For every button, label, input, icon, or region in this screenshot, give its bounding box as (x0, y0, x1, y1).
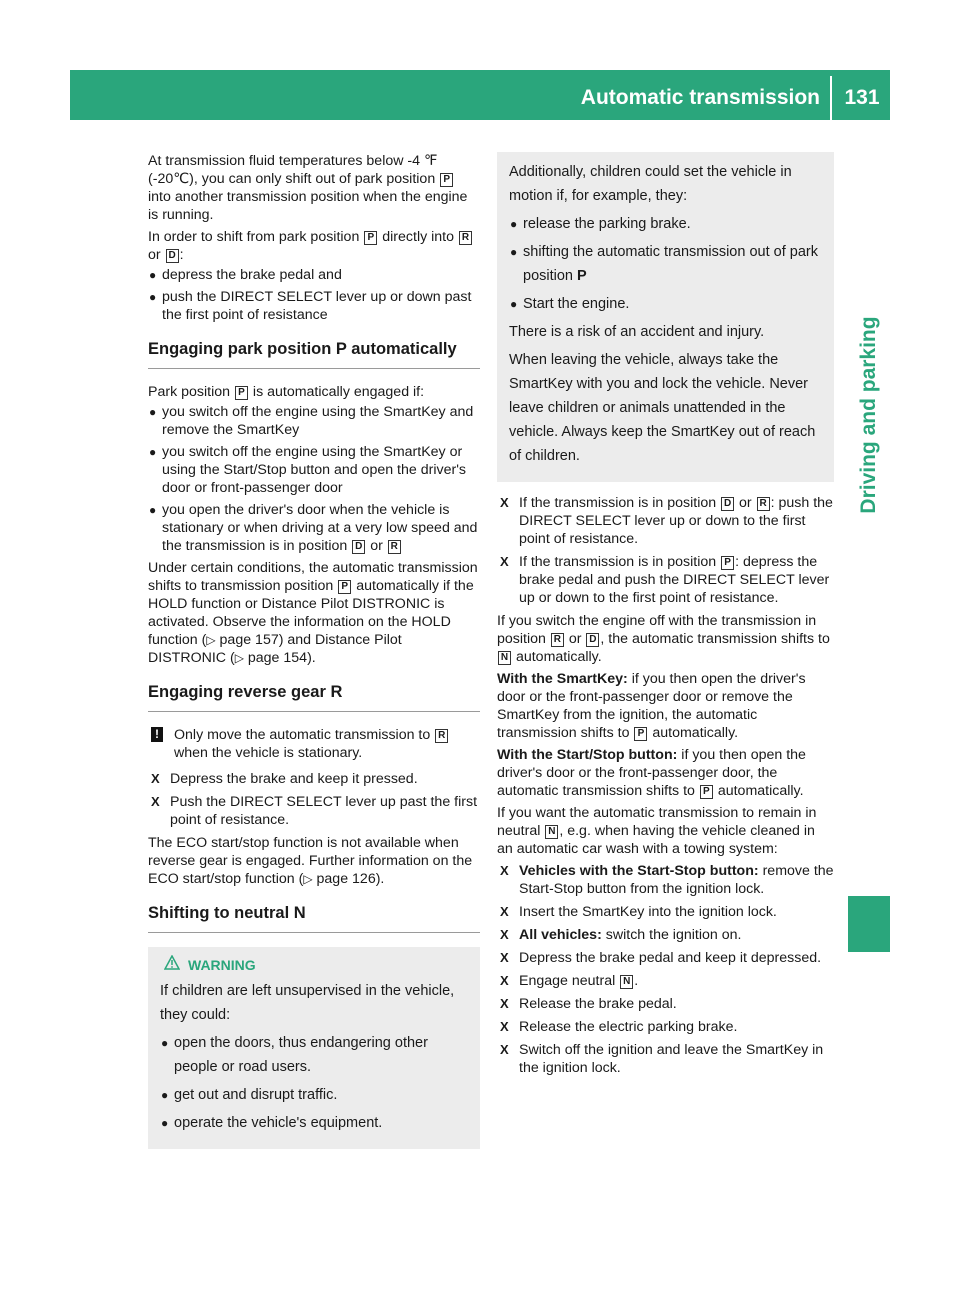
bullet-icon: ● (510, 245, 518, 259)
step-marker-icon: X (500, 904, 509, 919)
warning-box (148, 947, 480, 1149)
gear-r-icon: R (435, 729, 448, 743)
step-marker-icon: X (151, 794, 160, 809)
gear-p-icon: P (700, 785, 713, 799)
paragraph-temperature: At transmission fluid temperatures below -4 ℉ (-20℃), you can only shift out of park position P into another transmission position when the engine is running. (148, 153, 468, 223)
bullet-icon: ● (161, 1116, 169, 1130)
gear-p-icon: P (721, 556, 734, 570)
list-item: ● shifting the automatic transmission out of park position P (509, 240, 824, 288)
list-item: ● open the doors, thus endangering other people or road users. (160, 1031, 470, 1079)
exclamation-icon: ! (151, 727, 163, 742)
step-item: X Vehicles with the Start-Stop button: remove the Start-Stop button from the ignition lock. (500, 863, 834, 897)
page-header (70, 70, 890, 120)
gear-p-icon: P (235, 386, 248, 400)
gear-p-icon: P (440, 173, 453, 187)
side-block-marker (848, 896, 890, 952)
gear-r-icon: R (388, 540, 401, 554)
bullet-icon: ● (149, 503, 157, 517)
page-reference-icon: ▷ (206, 633, 216, 647)
bullet-icon: ● (510, 217, 518, 231)
gear-d-icon: D (352, 540, 365, 554)
page-reference-icon: ▷ (303, 872, 313, 886)
warning-title: WARNING (160, 955, 470, 973)
step-marker-icon: X (500, 863, 509, 878)
list-item: ● you switch off the engine using the SmartKey and remove the SmartKey (149, 404, 474, 438)
warning-box-continued: Additionally, children could set the vehicle in motion if, for example, they: ● release the parking brake. ● shifting the automatic transmission out of park position P ● Start the engine. There is a risk of an accident and injury. When leaving the vehicle, always take the SmartKey with you and lock the vehicle. Never leave children or animals unattended in the vehicle. Always keep the SmartKey out of reach of children. (497, 152, 834, 482)
paragraph-smartkey: With the SmartKey: if you then open the driver's door or the front-passenger door or remove the SmartKey from the ignition, the automatic transmission shifts to P automatically. (497, 671, 806, 741)
side-tab (848, 290, 890, 540)
page-reference-icon: ▷ (234, 651, 244, 665)
left-column (148, 152, 480, 1161)
bullet-icon: ● (510, 297, 518, 311)
page-number: 131 (844, 86, 880, 109)
gear-r-icon: R (757, 497, 770, 511)
list-item: ● operate the vehicle's equipment. (160, 1111, 470, 1135)
gear-n-icon: N (620, 975, 633, 989)
bullet-icon: ● (149, 405, 157, 419)
note-box: ! Only move the automatic transmission to R when the vehicle is stationary. (148, 726, 480, 762)
paragraph-eco: The ECO start/stop function is not available when reverse gear is engaged. Further information on the ECO start/stop function (▷ page 126). (148, 835, 473, 887)
list-item: ● you switch off the engine using the SmartKey or using the Start/Stop button and open the driver's door or front-passenger door (149, 444, 466, 496)
paragraph-shift-from-park: In order to shift from park position P directly into R or D : (148, 228, 480, 264)
gear-p-icon: P (338, 580, 351, 594)
step-marker-icon: X (500, 996, 509, 1011)
step-item: X All vehicles: switch the ignition on. (500, 927, 742, 943)
paragraph-conditions: Under certain conditions, the automatic transmission shifts to transmission position P automatically if the HOLD function or Distance Pilot DISTRONIC is activated. Observe the information on the HOLD function (▷ page 157) and Distance Pilot DISTRONIC (▷ page 154). (148, 560, 478, 666)
gear-d-icon: D (721, 497, 734, 511)
step-item: X Engage neutral N . (500, 973, 639, 989)
list-item: ● Start the engine. (509, 292, 824, 316)
paragraph-neutral-wash: If you want the automatic transmission to remain in neutral N , e.g. when having the vehicle cleaned in an automatic car wash with a towing system: (497, 805, 817, 857)
warning-triangle-icon (164, 955, 182, 973)
step-marker-icon: X (500, 554, 509, 569)
list-item: ● get out and disrupt traffic. (160, 1083, 470, 1107)
step-marker-icon: X (151, 771, 160, 786)
step-item: X Push the DIRECT SELECT lever up past the first point of resistance. (151, 794, 478, 828)
step-item: X If the transmission is in position P : depress the brake pedal and push the DIRECT SELECT lever up or down to the first point of resistance. (500, 554, 830, 606)
gear-d-icon: D (586, 633, 599, 647)
list-item: ● you open the driver's door when the vehicle is stationary or when driving at a very low speed and the transmission is in position D or R (149, 502, 478, 554)
heading-park-position: Engaging park position P automatically (148, 340, 480, 369)
section-title: Automatic transmission (580, 86, 820, 109)
list-item: ● push the DIRECT SELECT lever up or down past the first point of resistance (149, 289, 472, 323)
step-item: X Release the electric parking brake. (500, 1019, 738, 1035)
gear-n-icon: N (498, 651, 511, 665)
bullet-icon: ● (149, 445, 157, 459)
bullet-icon: ● (149, 290, 157, 304)
step-item: X Insert the SmartKey into the ignition lock. (500, 904, 777, 920)
gear-r-icon: R (551, 633, 564, 647)
bullet-icon: ● (161, 1088, 169, 1102)
step-marker-icon: X (500, 927, 509, 942)
gear-p-icon: P (634, 727, 647, 741)
warning-text: If children are left unsupervised in the vehicle, they could: (160, 983, 455, 1023)
step-item: X Depress the brake and keep it pressed. (151, 771, 418, 787)
step-marker-icon: X (500, 950, 509, 965)
step-marker-icon: X (500, 495, 509, 510)
gear-r-icon: R (459, 231, 472, 245)
list-item: ● release the parking brake. (509, 212, 824, 236)
paragraph-engine-off: If you switch the engine off with the transmission in position R or D , the automatic transmission shifts to N automatically. (497, 613, 830, 665)
step-marker-icon: X (500, 1042, 509, 1057)
bullet-icon: ● (161, 1036, 169, 1050)
paragraph-start-stop: With the Start/Stop button: if you then open the driver's door or the front-passenger door, the automatic transmission shifts to P automatically. (497, 747, 806, 799)
step-marker-icon: X (500, 1019, 509, 1034)
heading-neutral: Shifting to neutral N (148, 904, 480, 933)
step-item: X If the transmission is in position D or R : push the DIRECT SELECT lever up or down to the first point of resistance. (500, 495, 833, 547)
step-item: X Switch off the ignition and leave the SmartKey in the ignition lock. (500, 1042, 824, 1076)
list-item: ● depress the brake pedal and (149, 267, 342, 283)
heading-reverse-gear: Engaging reverse gear R (148, 683, 480, 712)
step-marker-icon: X (500, 973, 509, 988)
gear-d-icon: D (166, 249, 179, 263)
gear-p-icon: P (364, 231, 377, 245)
header-divider (830, 76, 832, 120)
step-item: X Depress the brake pedal and keep it depressed. (500, 950, 822, 966)
right-column (497, 152, 834, 1082)
gear-n-icon: N (545, 825, 558, 839)
bullet-icon: ● (149, 268, 157, 282)
step-item: X Release the brake pedal. (500, 996, 677, 1012)
side-tab-label: Driving and parking (857, 316, 880, 514)
paragraph-park-intro: Park position P is automatically engaged if: (148, 384, 425, 400)
